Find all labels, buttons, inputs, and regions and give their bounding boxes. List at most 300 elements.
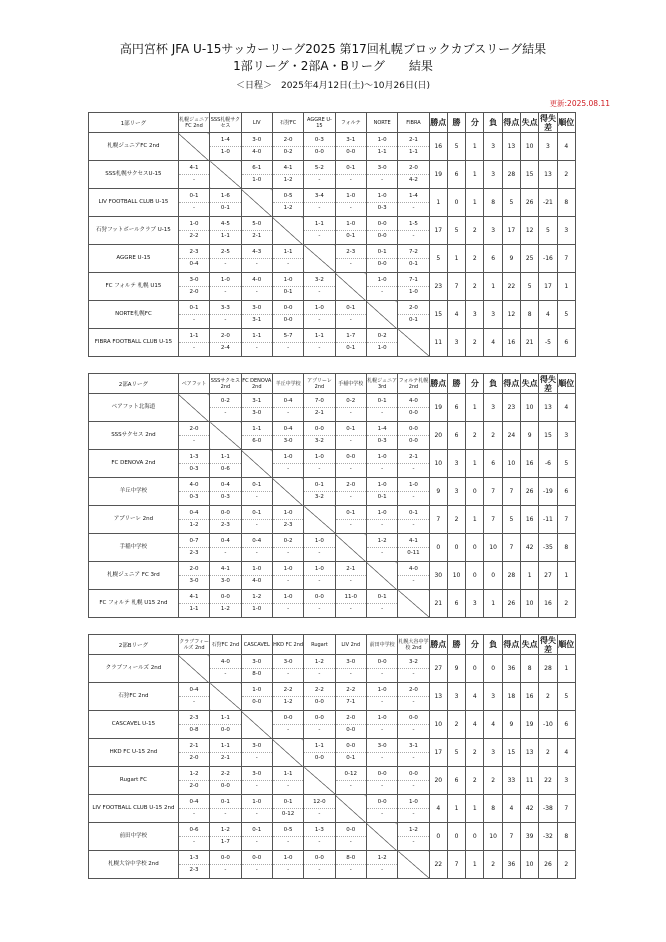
team-name: 札幌ジュニア FC 3rd: [89, 562, 179, 590]
match-score: 1-0: [304, 452, 334, 464]
result-cell: [304, 851, 335, 879]
stat-value: 1: [557, 562, 575, 590]
match-score: -: [224, 671, 227, 677]
team-row: [89, 422, 576, 450]
match-score: 0-11: [407, 550, 420, 556]
result-cell: [241, 161, 272, 189]
match-score: 0-4: [179, 797, 209, 809]
match-score: 1-0: [367, 452, 397, 464]
stat-value: 7: [557, 795, 575, 823]
stat-header: 失点: [521, 374, 539, 394]
match-score: 1-0: [242, 564, 272, 576]
diagonal-cell: [272, 478, 303, 506]
stat-value: 4: [429, 795, 447, 823]
result-cell: [335, 133, 366, 161]
stat-value: 4: [502, 795, 520, 823]
team-name: FC フォルテ 札幌 U15 2nd: [89, 590, 179, 618]
result-cell: [210, 394, 241, 422]
match-score: 1-2: [367, 853, 397, 865]
diagonal-cell: [366, 301, 397, 329]
stat-header: 得点: [502, 113, 520, 133]
result-cell: [335, 562, 366, 590]
match-score: 1-1: [210, 452, 240, 464]
stat-value: 0: [466, 655, 484, 683]
match-score: 0-0: [220, 783, 230, 789]
match-score: -: [193, 438, 196, 444]
stat-value: 6: [557, 711, 575, 739]
match-score: 1-0: [252, 177, 262, 183]
match-score: -: [224, 317, 227, 323]
match-score: 11-0: [336, 592, 366, 604]
match-score: 1-0: [252, 606, 262, 612]
result-cell: [210, 329, 241, 357]
match-score: 4-1: [179, 592, 209, 604]
league-name: 1部リーグ: [89, 113, 179, 133]
match-score: 1-1: [304, 331, 334, 343]
match-score: -: [381, 867, 384, 873]
opponent-header: ベアフット: [178, 374, 209, 394]
match-score: 0-0: [377, 233, 387, 239]
match-score: 3-0: [242, 741, 272, 753]
stat-header: 勝点: [429, 374, 447, 394]
result-cell: [366, 245, 397, 273]
match-score: 0-0: [336, 741, 366, 753]
stat-value: 3: [466, 301, 484, 329]
stat-value: 4: [466, 683, 484, 711]
stat-value: 9: [502, 245, 520, 273]
result-cell: [241, 422, 272, 450]
stat-value: 2: [466, 739, 484, 767]
match-score: 0-0: [367, 797, 397, 809]
stat-value: -11: [539, 506, 557, 534]
match-score: 0-1: [273, 797, 303, 809]
stat-value: 16: [502, 329, 520, 357]
match-score: 3-1: [252, 317, 262, 323]
match-score: 1-2: [210, 825, 240, 837]
diagonal-cell: [178, 133, 209, 161]
match-score: -: [287, 671, 290, 677]
match-score: 2-4: [220, 345, 230, 351]
opponent-header: 札幌大谷中学校 2nd: [398, 635, 429, 655]
result-cell: [178, 273, 209, 301]
match-score: 0-1: [408, 317, 418, 323]
result-cell: [210, 189, 241, 217]
team-row: [89, 450, 576, 478]
stat-value: 28: [539, 655, 557, 683]
stat-value: 3: [484, 683, 502, 711]
result-cell: [366, 273, 397, 301]
result-cell: [272, 795, 303, 823]
stat-value: 0: [466, 562, 484, 590]
stat-value: 2: [447, 711, 465, 739]
result-cell: [335, 478, 366, 506]
stat-value: 3: [484, 217, 502, 245]
match-score: 2-3: [179, 713, 209, 725]
match-score: 2-1: [179, 741, 209, 753]
stat-value: 3: [447, 478, 465, 506]
match-score: 0-0: [304, 713, 334, 725]
match-score: -: [255, 783, 258, 789]
match-score: 1-4: [367, 424, 397, 436]
stat-value: 4: [557, 133, 575, 161]
stat-value: 4: [484, 711, 502, 739]
match-score: 1-0: [336, 191, 366, 203]
match-score: 1-0: [273, 452, 303, 464]
match-score: 0-1: [346, 233, 356, 239]
match-score: -: [412, 811, 415, 817]
match-score: -: [318, 811, 321, 817]
match-score: -: [381, 289, 384, 295]
stat-value: 6: [447, 422, 465, 450]
opponent-header: AGGRE U-15: [304, 113, 335, 133]
stat-header: 失点: [521, 113, 539, 133]
stat-value: 2: [484, 422, 502, 450]
match-score: 2-0: [189, 755, 199, 761]
match-score: 1-0: [398, 797, 428, 809]
match-score: 1-3: [179, 452, 209, 464]
stat-value: 20: [429, 767, 447, 795]
match-score: 0-8: [189, 727, 199, 733]
match-score: 4-0: [179, 480, 209, 492]
result-cell: [272, 301, 303, 329]
stat-value: 4: [447, 301, 465, 329]
opponent-header: 札幌ジュニア 3rd: [366, 374, 397, 394]
match-score: 0-0: [336, 825, 366, 837]
match-score: -: [287, 839, 290, 845]
stat-header: 得失差: [539, 113, 556, 132]
match-score: 2-0: [336, 713, 366, 725]
stat-value: 3: [557, 422, 575, 450]
match-score: 3-0: [367, 741, 397, 753]
stat-value: 13: [539, 394, 557, 422]
stat-value: 2: [466, 329, 484, 357]
match-score: 0-1: [179, 303, 209, 315]
match-score: 2-0: [398, 163, 428, 175]
stat-value: 13: [539, 161, 557, 189]
match-score: 0-0: [367, 769, 397, 781]
stat-value: 1: [429, 189, 447, 217]
result-cell: [210, 133, 241, 161]
match-score: 2-3: [336, 247, 366, 259]
result-cell: [241, 739, 272, 767]
match-score: -: [318, 289, 321, 295]
match-score: 0-0: [210, 592, 240, 604]
match-score: 1-1: [189, 606, 199, 612]
result-cell: [241, 590, 272, 618]
stat-value: 26: [502, 590, 520, 618]
team-row: [89, 795, 576, 823]
result-cell: [304, 562, 335, 590]
stat-header: 負: [484, 113, 502, 133]
match-score: 0-3: [189, 466, 199, 472]
result-cell: [304, 711, 335, 739]
match-score: -: [255, 867, 258, 873]
stat-value: 12: [521, 217, 539, 245]
match-score: -: [287, 783, 290, 789]
stat-value: 28: [502, 562, 520, 590]
stat-value: 6: [447, 161, 465, 189]
stat-value: 2: [466, 422, 484, 450]
stat-value: 8: [557, 534, 575, 562]
match-score: 0-4: [273, 396, 303, 408]
opponent-header: FC DENOVA 2nd: [241, 374, 272, 394]
diagonal-cell: [304, 245, 335, 273]
team-name: FC DENOVA 2nd: [89, 450, 179, 478]
stat-value: 10: [502, 450, 520, 478]
stat-header: 順位: [557, 374, 575, 394]
stat-value: 2: [466, 217, 484, 245]
match-score: 1-4: [210, 135, 240, 147]
match-score: 3-0: [189, 578, 199, 584]
stat-value: 1: [466, 133, 484, 161]
result-cell: [178, 217, 209, 245]
match-score: -: [412, 783, 415, 789]
stat-value: 0: [484, 562, 502, 590]
result-cell: [304, 394, 335, 422]
stat-value: 4: [466, 711, 484, 739]
match-score: -: [255, 839, 258, 845]
result-cell: [335, 245, 366, 273]
stat-value: 10: [429, 450, 447, 478]
result-cell: [178, 851, 209, 879]
stat-value: 26: [539, 851, 557, 879]
stat-value: 0: [466, 478, 484, 506]
match-score: 0-0: [377, 261, 387, 267]
team-name: 石狩フットボールクラブ U-15: [89, 217, 179, 245]
stat-value: -38: [539, 795, 557, 823]
match-score: -: [381, 755, 384, 761]
match-score: -: [381, 466, 384, 472]
stat-value: 42: [521, 795, 539, 823]
match-score: -: [412, 839, 415, 845]
match-score: -: [381, 699, 384, 705]
result-cell: [241, 767, 272, 795]
result-cell: [335, 161, 366, 189]
team-row: [89, 562, 576, 590]
match-score: 0-0: [304, 424, 334, 436]
stat-value: -21: [539, 189, 557, 217]
stat-header: 負: [484, 374, 502, 394]
stat-value: 36: [502, 655, 520, 683]
result-cell: [210, 851, 241, 879]
stat-value: 2: [466, 273, 484, 301]
result-cell: [241, 851, 272, 879]
match-score: 3-0: [242, 657, 272, 669]
match-score: 1-1: [210, 741, 240, 753]
match-score: 1-6: [210, 191, 240, 203]
match-score: 0-0: [273, 713, 303, 725]
stat-value: 2: [557, 590, 575, 618]
match-score: 0-0: [398, 424, 428, 436]
team-name: 札幌ジュニアFC 2nd: [89, 133, 179, 161]
result-cell: [304, 739, 335, 767]
opponent-header: FIBRA: [398, 113, 429, 133]
match-score: 0-7: [179, 536, 209, 548]
result-cell: [241, 823, 272, 851]
result-cell: [178, 189, 209, 217]
stat-value: 16: [521, 450, 539, 478]
team-name: 手稲中学校: [89, 534, 179, 562]
match-score: -: [349, 839, 352, 845]
opponent-header: 手稲中学校: [335, 374, 366, 394]
stat-value: -5: [539, 329, 557, 357]
stat-value: 4: [557, 394, 575, 422]
diagonal-cell: [335, 273, 366, 301]
match-score: 3-0: [242, 135, 272, 147]
result-cell: [178, 534, 209, 562]
team-row: [89, 767, 576, 795]
stat-value: -6: [539, 450, 557, 478]
league-header-row: [89, 374, 576, 394]
match-score: 0-2: [273, 536, 303, 548]
stat-value: 4: [484, 329, 502, 357]
result-cell: [210, 711, 241, 739]
result-cell: [272, 394, 303, 422]
stat-value: 19: [429, 394, 447, 422]
match-score: 0-1: [367, 247, 397, 259]
match-score: -: [381, 522, 384, 528]
stat-value: 2: [539, 739, 557, 767]
match-score: 4-0: [242, 275, 272, 287]
opponent-header: 前田中学校: [366, 635, 397, 655]
result-cell: [304, 273, 335, 301]
stat-value: 21: [521, 329, 539, 357]
stat-value: -19: [539, 478, 557, 506]
diagonal-cell: [178, 655, 209, 683]
match-score: 1-0: [273, 508, 303, 520]
team-name: FC フォルテ 札幌 U15: [89, 273, 179, 301]
stat-value: 7: [502, 478, 520, 506]
match-score: -: [349, 578, 352, 584]
stat-value: 7: [484, 506, 502, 534]
stat-value: 17: [429, 217, 447, 245]
result-cell: [272, 823, 303, 851]
match-score: 2-2: [304, 685, 334, 697]
match-score: 1-1: [273, 247, 303, 259]
match-score: 0-4: [179, 508, 209, 520]
match-score: 0-1: [242, 508, 272, 520]
match-score: 0-1: [283, 289, 293, 295]
stat-value: 7: [557, 506, 575, 534]
match-score: 1-1: [210, 713, 240, 725]
match-score: 0-3: [377, 438, 387, 444]
stat-value: 1: [466, 506, 484, 534]
match-score: -: [255, 261, 258, 267]
match-score: 1-2: [189, 522, 199, 528]
match-score: 0-4: [179, 685, 209, 697]
opponent-header: 石狩FC: [272, 113, 303, 133]
match-score: -: [412, 233, 415, 239]
stat-header: 分: [466, 374, 484, 394]
match-score: -: [287, 261, 290, 267]
page-subtitle: 1部リーグ・2部A・Bリーグ 結果: [233, 59, 433, 73]
match-score: -: [318, 578, 321, 584]
match-score: 0-12: [281, 811, 295, 817]
result-cell: [210, 739, 241, 767]
opponent-header: SSSサクセス 2nd: [210, 374, 241, 394]
result-cell: [241, 478, 272, 506]
match-score: 0-1: [242, 480, 272, 492]
league-table-div2b: [88, 634, 576, 879]
stat-value: 0: [484, 655, 502, 683]
stat-value: 5: [447, 133, 465, 161]
match-score: -: [349, 177, 352, 183]
diagonal-cell: [335, 795, 366, 823]
stat-value: 13: [502, 133, 520, 161]
result-cell: [335, 329, 366, 357]
stat-value: 0: [447, 823, 465, 851]
result-cell: [398, 189, 429, 217]
result-cell: [210, 795, 241, 823]
result-cell: [210, 823, 241, 851]
match-score: 0-3: [377, 205, 387, 211]
result-cell: [241, 394, 272, 422]
stat-value: 0: [466, 534, 484, 562]
match-score: 1-0: [398, 480, 428, 492]
updated-date: 更新:2025.08.11: [549, 99, 610, 108]
team-row: [89, 245, 576, 273]
result-cell: [398, 683, 429, 711]
diagonal-cell: [304, 506, 335, 534]
stat-value: 7: [484, 478, 502, 506]
match-score: -: [318, 317, 321, 323]
result-cell: [241, 301, 272, 329]
stat-value: 9: [502, 711, 520, 739]
stat-value: 42: [521, 534, 539, 562]
result-cell: [272, 422, 303, 450]
stat-value: 6: [447, 394, 465, 422]
result-cell: [210, 478, 241, 506]
team-row: [89, 739, 576, 767]
result-cell: [178, 795, 209, 823]
result-cell: [366, 161, 397, 189]
result-cell: [304, 590, 335, 618]
team-name: NORTE札幌FC: [89, 301, 179, 329]
league-header-row: [89, 113, 576, 133]
match-score: -: [318, 606, 321, 612]
match-score: 12-0: [304, 797, 334, 809]
match-score: -: [287, 606, 290, 612]
match-score: -: [349, 867, 352, 873]
match-score: -: [381, 811, 384, 817]
opponent-header: CASCAVEL: [241, 635, 272, 655]
result-cell: [335, 823, 366, 851]
match-score: 0-1: [336, 303, 366, 315]
match-score: 1-0: [367, 480, 397, 492]
match-score: 2-1: [398, 452, 428, 464]
result-cell: [304, 217, 335, 245]
result-cell: [178, 823, 209, 851]
match-score: 1-1: [220, 233, 230, 239]
stat-value: 7: [429, 506, 447, 534]
stat-header: 順位: [557, 113, 575, 133]
stat-value: 5: [502, 506, 520, 534]
result-cell: [366, 683, 397, 711]
result-cell: [398, 823, 429, 851]
result-cell: [178, 161, 209, 189]
result-cell: [366, 711, 397, 739]
stat-value: 3: [484, 394, 502, 422]
match-score: -: [412, 727, 415, 733]
stat-value: 10: [521, 851, 539, 879]
stat-value: -32: [539, 823, 557, 851]
opponent-header: クラブフィールズ 2nd: [178, 635, 209, 655]
match-score: 2-1: [314, 410, 324, 416]
stat-header: 分: [466, 113, 484, 133]
stat-value: 27: [429, 655, 447, 683]
match-score: -: [255, 755, 258, 761]
stat-value: 10: [447, 562, 465, 590]
